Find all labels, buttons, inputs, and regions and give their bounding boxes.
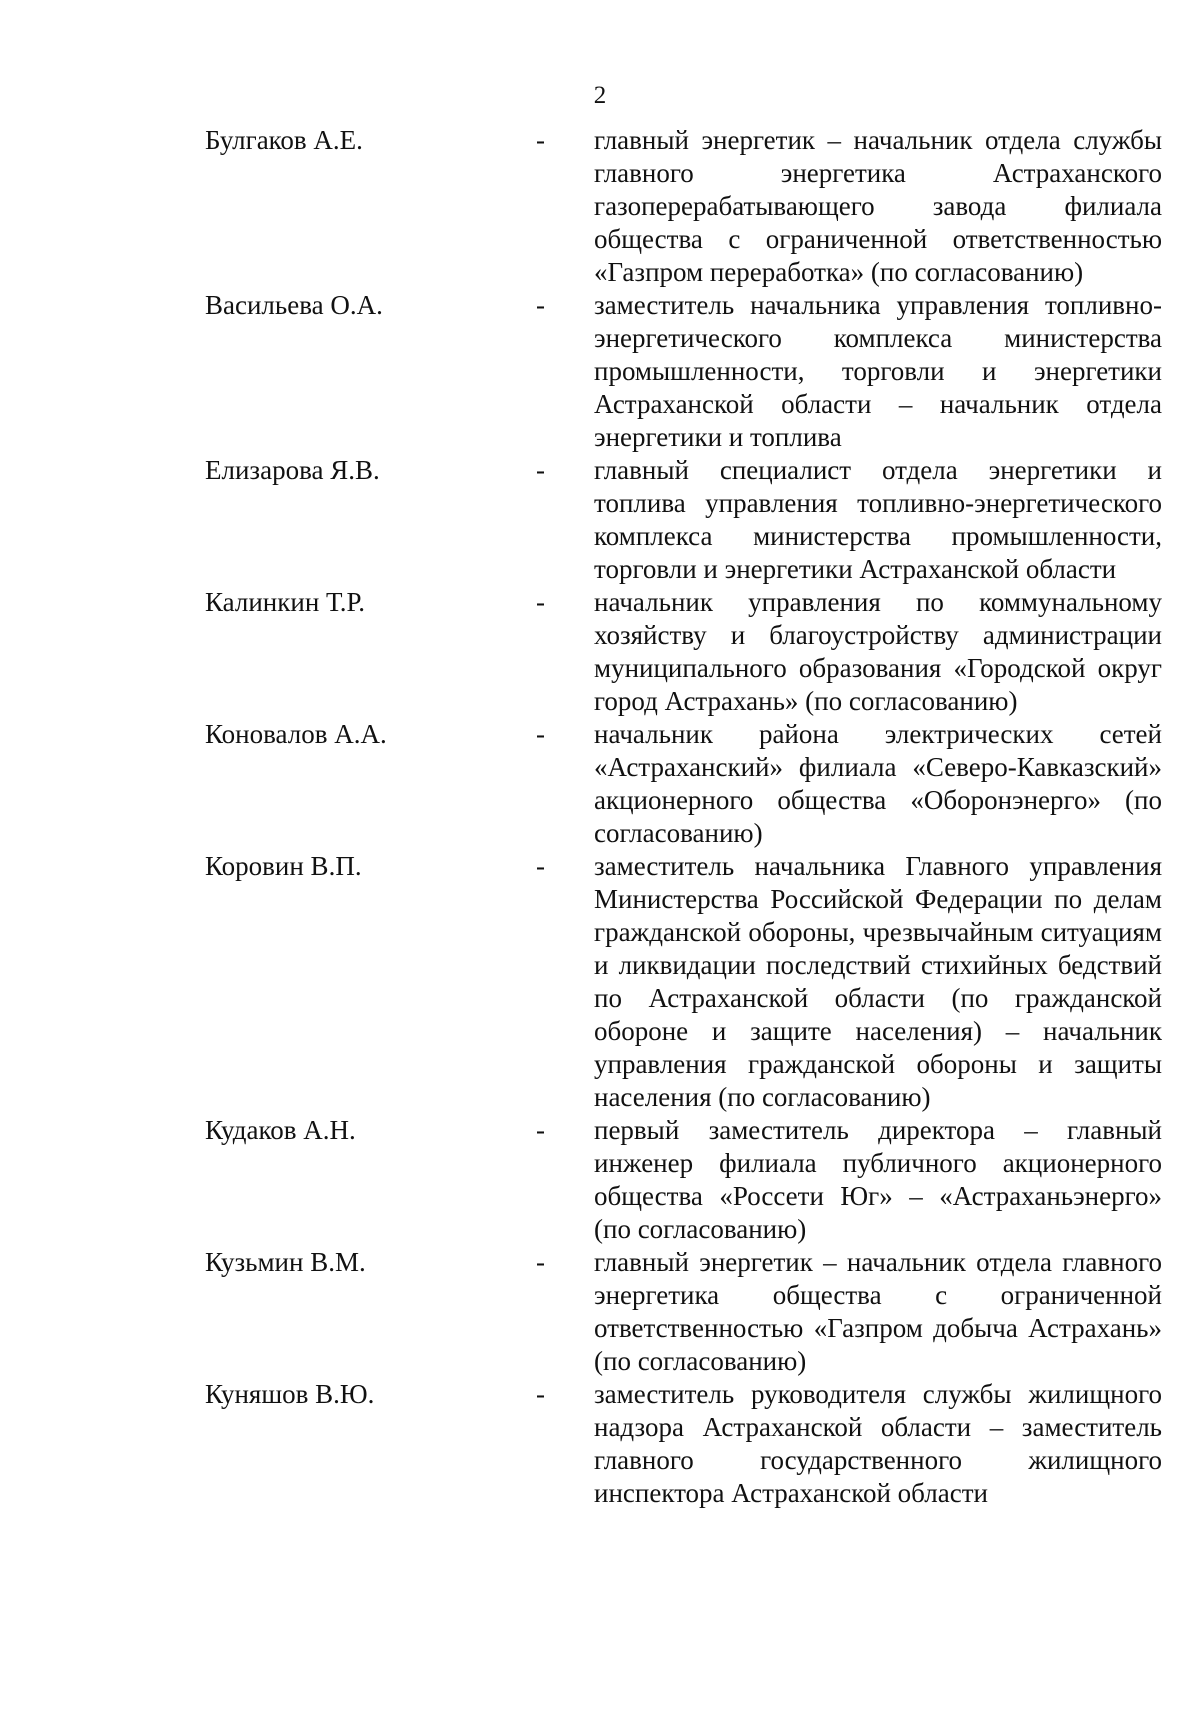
member-position: заместитель руководителя службы жилищного надзора Астраханской области – заместитель главного государственного жилищного инспектора Астраханской области [594,1379,1162,1508]
member-entry [0,850,1200,1114]
page-number: 2 [593,82,607,109]
separator-dash: - [536,1115,545,1145]
member-name: Кудаков А.Н. [205,1115,356,1145]
member-list [0,124,1200,1510]
member-name: Коровин В.П. [205,851,362,881]
separator-dash: - [536,125,545,155]
member-position: главный специалист отдела энергетики и топлива управления топливно-энергетического комплекса министерства промышленности, торговли и энергетики Астраханской области [594,455,1162,584]
member-entry [0,1378,1200,1510]
separator-dash: - [536,719,545,749]
member-position: главный энергетик – начальник отдела главного энергетика общества с ограниченной ответственностью «Газпром добыча Астрахань» (по согласованию) [594,1247,1162,1376]
member-entry [0,1246,1200,1378]
member-entry [0,718,1200,850]
member-position: заместитель начальника Главного управления Министерства Российской Федерации по делам гражданской обороны, чрезвычайным ситуациям и ликвидации последствий стихийных бедствий по Астраханской области (по гражданской обороне и защите населения) – начальник управления гражданской обороны и защиты населения (по согласованию) [594,851,1162,1112]
member-name: Васильева О.А. [205,290,383,320]
member-entry [0,586,1200,718]
member-position: первый заместитель директора – главный инженер филиала публичного акционерного общества «Россети Юг» – «Астраханьэнерго» (по согласованию) [594,1115,1162,1244]
member-position: начальник управления по коммунальному хозяйству и благоустройству администрации муниципального образования «Городской округ город Астрахань» (по согласованию) [594,587,1162,716]
member-name: Кузьмин В.М. [205,1247,366,1277]
member-entry [0,289,1200,454]
member-name: Булгаков А.Е. [205,125,363,155]
member-name: Елизарова Я.В. [205,455,380,485]
separator-dash: - [536,1379,545,1409]
member-name: Калинкин Т.Р. [205,587,365,617]
member-position: главный энергетик – начальник отдела службы главного энергетика Астраханского газоперерабатывающего завода филиала общества с ограниченной ответственностью «Газпром переработка» (по согласованию) [594,125,1162,287]
separator-dash: - [536,455,545,485]
separator-dash: - [536,851,545,881]
member-position: заместитель начальника управления топливно-энергетического комплекса министерства промышленности, торговли и энергетики Астраханской области – начальник отдела энергетики и топлива [594,290,1162,452]
member-entry [0,1114,1200,1246]
member-position: начальник района электрических сетей «Астраханский» филиала «Северо-Кавказский» акционерного общества «Оборонэнерго» (по согласованию) [594,719,1162,848]
member-name: Куняшов В.Ю. [205,1379,375,1409]
member-name: Коновалов А.А. [205,719,387,749]
member-entry [0,124,1200,289]
separator-dash: - [536,290,545,320]
separator-dash: - [536,1247,545,1277]
separator-dash: - [536,587,545,617]
member-entry [0,454,1200,586]
